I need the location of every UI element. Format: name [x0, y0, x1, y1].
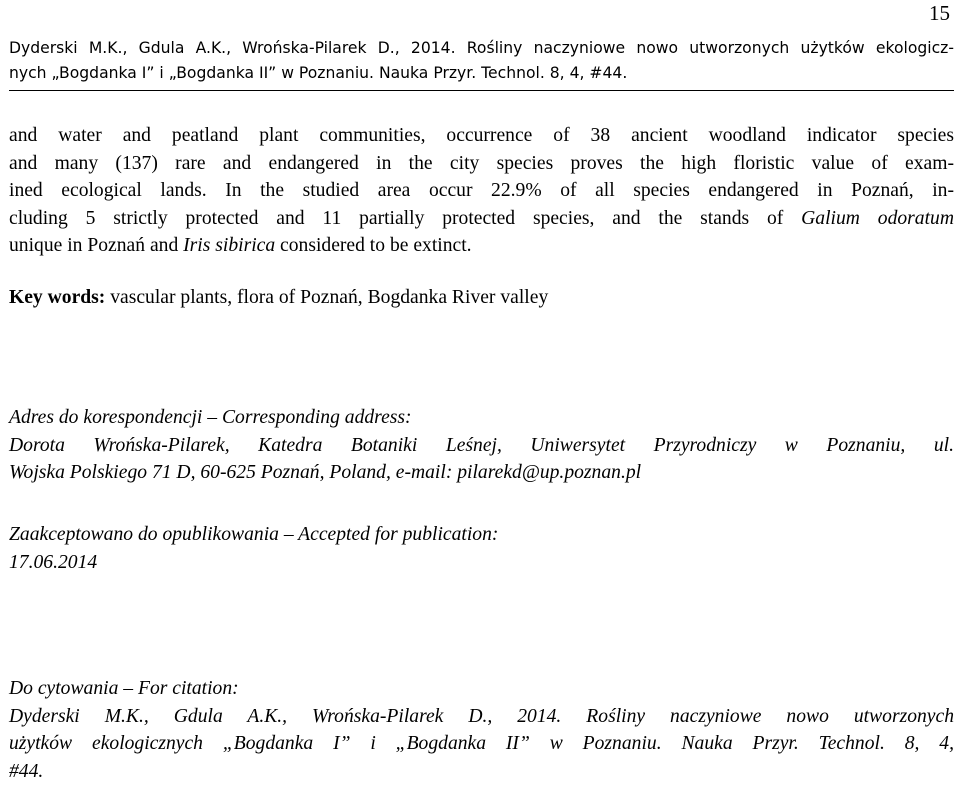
- address-line-1: Dorota Wrońska-Pilarek, Katedra Botaniki Leśnej, Uniwersytet Przyrodniczy w Poznaniu, ul.: [9, 432, 954, 460]
- species-galium-odoratum: Galium odoratum: [801, 208, 954, 229]
- abstract-line-5: [9, 232, 954, 260]
- page-number: 15: [929, 2, 950, 24]
- abstract-line-5-text-b: considered to be extinct.: [275, 235, 471, 256]
- citation-heading: Do cytowania – For citation:: [9, 675, 954, 703]
- citation: [9, 675, 954, 785]
- abstract-line-4-text: cluding 5 strictly protected and 11 partially protected species, and the stands of: [9, 208, 801, 229]
- abstract-line-3: ined ecological lands. In the studied area occur 22.9% of all species endangered in Poznań, in-: [9, 177, 954, 205]
- running-header-line-2: nych „Bogdanka I” i „Bogdanka II” w Poznaniu. Nauka Przyr. Technol. 8, 4, #44.: [9, 61, 954, 86]
- address-line-2: Wojska Polskiego 71 D, 60-625 Poznań, Poland, e-mail: pilarekd@up.poznan.pl: [9, 459, 954, 487]
- abstract-line-4: [9, 205, 954, 233]
- correspondence-address: [9, 404, 954, 487]
- abstract-line-1: and water and peatland plant communities, occurrence of 38 ancient woodland indicator species: [9, 122, 954, 150]
- running-header: [9, 36, 954, 86]
- keywords-text: vascular plants, flora of Poznań, Bogdanka River valley: [105, 287, 548, 308]
- abstract-line-2: and many (137) rare and endangered in the city species proves the high floristic value of exam-: [9, 150, 954, 178]
- accepted-for-publication: [9, 521, 954, 576]
- accepted-heading: Zaakceptowano do opublikowania – Accepted for publication:: [9, 521, 954, 549]
- header-divider: [9, 90, 954, 91]
- running-header-line-1: Dyderski M.K., Gdula A.K., Wrońska-Pilarek D., 2014. Rośliny naczyniowe nowo utworzonych użytków ekologicz-: [9, 36, 954, 61]
- citation-line-2: użytków ekologicznych „Bogdanka I” i „Bogdanka II” w Poznaniu. Nauka Przyr. Technol. 8, 4,: [9, 730, 954, 758]
- abstract-line-5-text-a: unique in Poznań and: [9, 235, 183, 256]
- species-iris-sibirica: Iris sibirica: [183, 235, 275, 256]
- accepted-date: 17.06.2014: [9, 549, 954, 577]
- citation-line-3: #44.: [9, 758, 954, 785]
- address-heading: Adres do korespondencji – Corresponding address:: [9, 404, 954, 432]
- keywords: [9, 284, 548, 312]
- abstract-paragraph: [9, 122, 954, 260]
- keywords-label: Key words:: [9, 287, 105, 308]
- citation-line-1: Dyderski M.K., Gdula A.K., Wrońska-Pilarek D., 2014. Rośliny naczyniowe nowo utworzonych: [9, 703, 954, 731]
